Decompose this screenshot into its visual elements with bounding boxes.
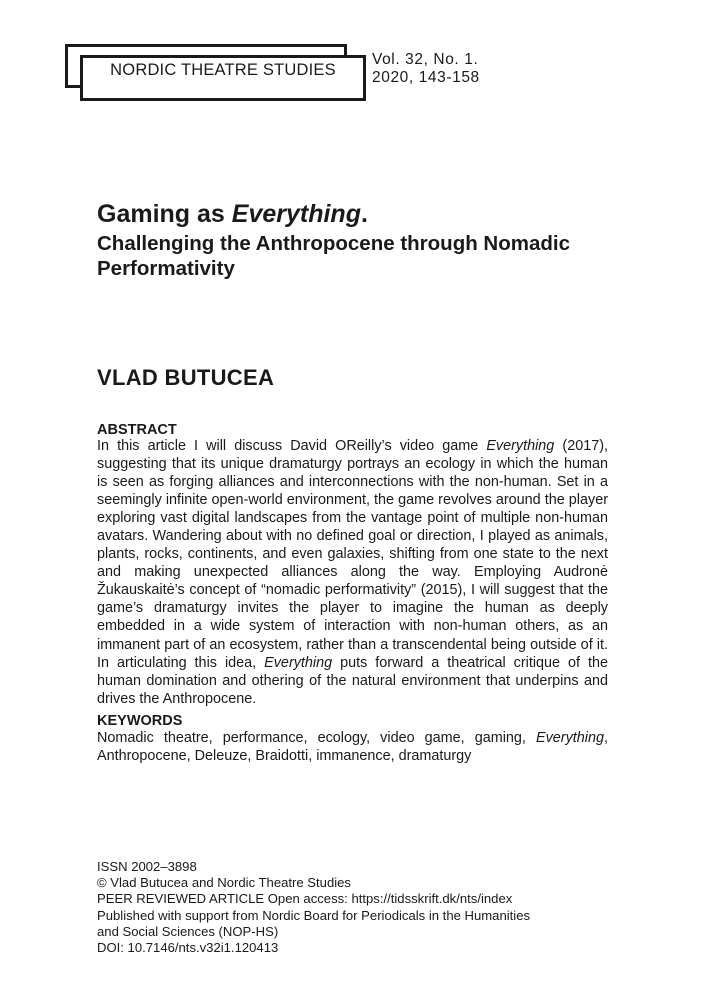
page-range: 2020, 143-158 (372, 69, 480, 86)
abstract-text-1: In this article I will discuss David OReilly’s video game (97, 438, 487, 454)
copyright: © Vlad Butucea and Nordic Theatre Studies (97, 875, 351, 891)
article-subtitle: Challenging the Anthropocene through Nomadic Performativity (97, 232, 571, 280)
keywords-text-2: , Anthropocene, Deleuze, Braidotti, immanence, dramaturgy (97, 730, 608, 765)
author-name: VLAD BUTUCEA (97, 365, 275, 390)
peer-review-line: PEER REVIEWED ARTICLE Open access: https://tidsskrift.dk/nts/index (97, 891, 513, 907)
keywords-text (97, 729, 608, 765)
abstract-heading: ABSTRACT (97, 422, 177, 438)
abstract-text-3: puts forward a theatrical critique of the human domination and othering of the natural environment that underpins and drives the Anthropocene. (97, 654, 609, 707)
publication-footer (97, 859, 530, 956)
title-prefix: Gaming as (97, 200, 232, 228)
keywords-text-1: Nomadic theatre, performance, ecology, video game, gaming, (97, 730, 536, 746)
issue-info (372, 51, 480, 87)
abstract-italic-2: Everything (264, 654, 333, 671)
journal-name: NORDIC THEATRE STUDIES (110, 61, 336, 79)
keywords-heading: KEYWORDS (97, 713, 183, 729)
abstract-text-2: (2017), suggesting that its unique dramaturgy portrays an ecology in which the human is seen as forging alliances and interconnections with the non-human. Set in a seemingly infinite open-world environment, the game revolves around the player exploring vast digital landscapes from the vantage point of multiple non-human avatars. Wandering about with no defined goal or direction, I played as animals, plants, rocks, continents, and even galaxies, shifting from one state to the next and making unexpected alliances along the way. Employing Audronė Žukauskaitė’s concept of “nomadic performativity” (2015), I will suggest that the game’s dramaturgy invites the player to imagine the human as deeply embedded in a wide system of interaction with non-human others, as an immanent part of an ecosystem, rather than a transcendental being outside of it. In articulating this idea, (97, 438, 608, 671)
doi: DOI: 10.7146/nts.v32i1.120413 (97, 940, 279, 956)
support-line-2: and Social Sciences (NOP-HS) (97, 923, 279, 939)
volume-number: Vol. 32, No. 1. (372, 51, 479, 68)
keywords-italic-1: Everything (536, 730, 604, 746)
abstract-italic-1: Everything (486, 438, 555, 454)
support-line-1: Published with support from Nordic Board for Periodicals in the Humanities (97, 907, 531, 923)
title-suffix: . (360, 200, 368, 228)
issn: ISSN 2002–3898 (97, 859, 197, 874)
article-title (97, 199, 368, 229)
title-italic: Everything (231, 200, 361, 228)
abstract-text (97, 437, 608, 708)
